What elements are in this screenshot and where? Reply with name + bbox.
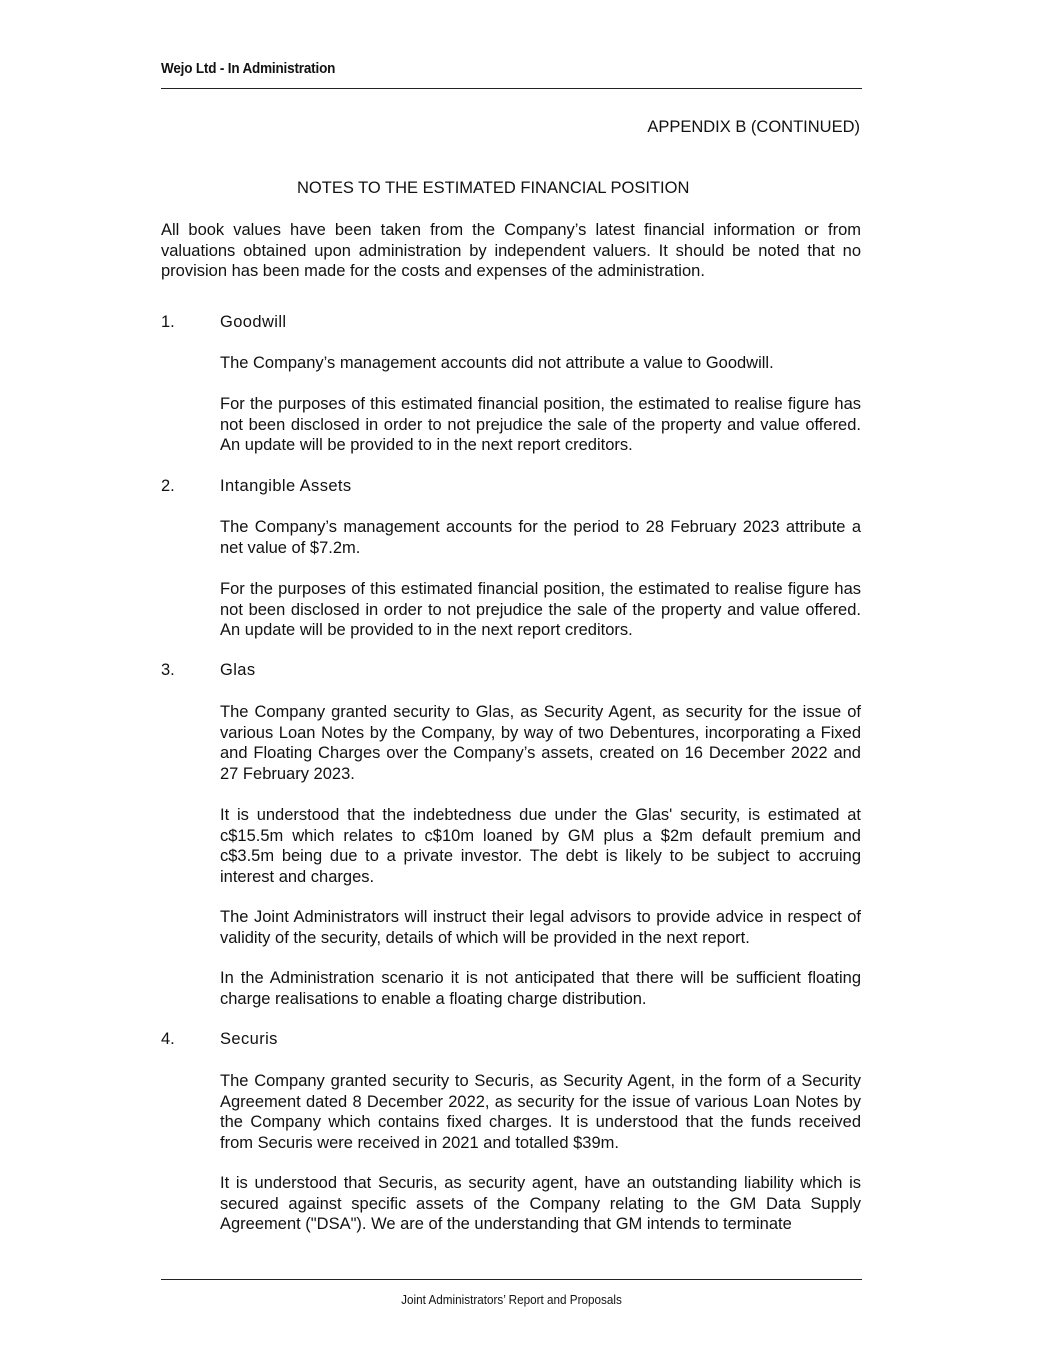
document-title: Wejo Ltd - In Administration	[161, 60, 336, 77]
section-2-paragraph-1: The Company’s management accounts for the period to 28 February 2023 attribute a net value of $7.2m.	[220, 518, 861, 557]
section-4-paragraph-2: It is understood that Securis, as security agent, have an outstanding liability which is secured against specific assets of the Company relating to the GM Data Supply Agreement ("DSA"). We are of the understanding that GM intends to terminate	[220, 1174, 861, 1233]
section-1-number: 1.	[161, 313, 175, 331]
section-4-number: 4.	[161, 1030, 175, 1048]
section-1-heading: Goodwill	[220, 313, 287, 331]
section-4-heading: Securis	[220, 1030, 278, 1048]
section-3-paragraph-2: It is understood that the indebtedness due under the Glas' security, is estimated at c$15.5m which relates to c$10m loaned by GM plus a $2m default premium and c$3.5m being due to a private investor. The debt is likely to be subject to accruing interest and charges.	[220, 806, 861, 886]
footer-text: Joint Administrators’ Report and Proposals	[401, 1292, 622, 1307]
section-3-heading: Glas	[220, 661, 256, 679]
page-footer	[161, 1279, 862, 1307]
section-3-paragraph-4: In the Administration scenario it is not anticipated that there will be sufficient floating charge realisations to enable a floating charge distribution.	[220, 969, 861, 1008]
section-3-number: 3.	[161, 661, 175, 679]
section-1-paragraph-1: The Company’s management accounts did not attribute a value to Goodwill.	[220, 354, 774, 372]
section-2-number: 2.	[161, 477, 175, 495]
intro-paragraph: All book values have been taken from the Company’s latest financial information or from valuations obtained upon administration by independent valuers. It should be noted that no provision has been made for the costs and expenses of the administration.	[161, 221, 861, 280]
section-3-paragraph-1: The Company granted security to Glas, as Security Agent, as security for the issue of various Loan Notes by the Company, by way of two Debentures, incorporating a Fixed and Floating Charges over the Company’s assets, created on 16 December 2022 and 27 February 2023.	[220, 703, 861, 783]
section-1-paragraph-2: For the purposes of this estimated financial position, the estimated to realise figure has not been disclosed in order to not prejudice the sale of the property and value offered. An update will be provided to in the next report creditors.	[220, 395, 861, 454]
section-4-paragraph-1: The Company granted security to Securis, as Security Agent, in the form of a Security Agreement dated 8 December 2022, as security for the issue of various Loan Notes by the Company which contains fixed charges. It is understood that the funds received from Securis were received in 2021 and totalled $39m.	[220, 1072, 861, 1152]
section-2-paragraph-2: For the purposes of this estimated financial position, the estimated to realise figure has not been disclosed in order to not prejudice the sale of the property and value offered. An update will be provided to in the next report creditors.	[220, 580, 861, 639]
section-2-heading: Intangible Assets	[220, 477, 352, 495]
page-header	[161, 58, 862, 89]
appendix-label: APPENDIX B (CONTINUED)	[647, 118, 860, 136]
section-3-paragraph-3: The Joint Administrators will instruct their legal advisors to provide advice in respect of validity of the security, details of which will be provided in the next report.	[220, 908, 861, 947]
notes-title: NOTES TO THE ESTIMATED FINANCIAL POSITION	[297, 179, 690, 197]
